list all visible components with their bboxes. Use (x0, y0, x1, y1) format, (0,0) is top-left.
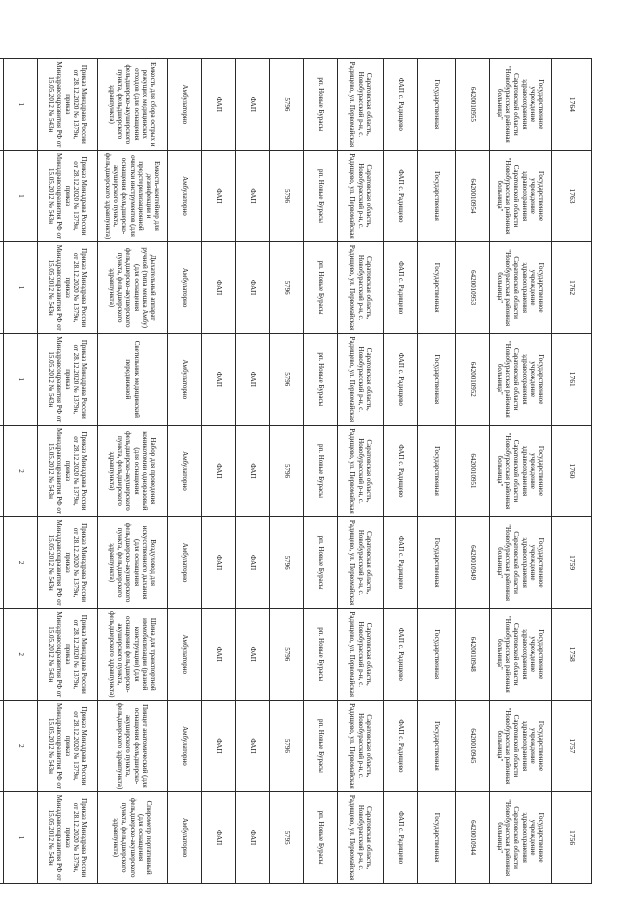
table-cell: Амбулаторно (168, 242, 202, 334)
column-number-cell: 1761 (552, 333, 592, 425)
column-number-cell: 1760 (552, 425, 592, 517)
table-cell: рп. Новые Бурасы (304, 792, 338, 884)
table-cell (0, 59, 4, 151)
table-cell: ФАП с. Радищево (384, 333, 418, 425)
table-cell: Амбулаторно (168, 150, 202, 242)
table-row (338, 59, 384, 884)
table-cell: Приказ Минздрава России от 28.12.2020 № 1379н, приказ Минздравсоцразвития РФ от 15.05.2012 № 543н (38, 242, 98, 334)
table-cell: рп. Новые Бурасы (304, 59, 338, 151)
table-cell: рп. Новые Бурасы (304, 608, 338, 700)
table-cell: Государственное учреждение здравоохранения Саратовской области "Новобурасская районная больница" (490, 59, 552, 151)
table-cell: рп. Новые Бурасы (304, 425, 338, 517)
table-cell: ФАП (202, 333, 236, 425)
table-cell: Государственное учреждение здравоохранения Саратовской области "Новобурасская районная больница" (490, 792, 552, 884)
equipment-registry-table (0, 58, 592, 884)
table-cell: ФАП (236, 425, 270, 517)
table-cell: ФАП (202, 425, 236, 517)
header-row (552, 59, 592, 884)
table-cell: Государственное учреждение здравоохранения Саратовской области "Новобурасская районная больница" (490, 150, 552, 242)
table-cell: ФАП (236, 517, 270, 609)
column-number-cell: 1757 (552, 700, 592, 792)
table-cell (0, 517, 4, 609)
table-row (168, 59, 202, 884)
table-cell: ФАП (202, 700, 236, 792)
table-cell: Пинцет анатомический (для оснащения фельдшерско-акушерского пункта, фельдшерского здравпункта) (98, 700, 168, 792)
table-cell: 5796 (270, 700, 304, 792)
table-row (202, 59, 236, 884)
table-cell: 6420010945 (456, 700, 490, 792)
table-cell: Саратовская область, Новобурасский р-н, с. Радищево, ул. Первомайская (338, 59, 384, 151)
table-cell: Саратовская область, Новобурасский р-н, с. Радищево, ул. Первомайская (338, 517, 384, 609)
table-cell: Государственная (418, 792, 456, 884)
table-cell: 2 (4, 425, 38, 517)
table-cell: ФАП с. Радищево (384, 59, 418, 151)
table-cell: ФАП (202, 792, 236, 884)
table-cell: 6420010944 (456, 792, 490, 884)
table-cell: 5796 (270, 517, 304, 609)
table-cell: ФАП с. Радищево (384, 517, 418, 609)
table-row (0, 59, 4, 884)
table-cell: ФАП (202, 59, 236, 151)
table-cell: Набор для проведения коникотомии одноразовый (для оснащения фельдшерско-акушерского пункта, фельдшерского здравпункта) (98, 425, 168, 517)
table-row (236, 59, 270, 884)
table-cell: 5796 (270, 608, 304, 700)
column-number-cell: 1759 (552, 517, 592, 609)
table-cell: 1 (4, 333, 38, 425)
table-cell: ФАП (202, 517, 236, 609)
table-cell: рп. Новые Бурасы (304, 150, 338, 242)
table-cell (0, 242, 4, 334)
table-cell: Шина для транспортной иммобилизации (разной конструкции) (для оснащения фельдшерско-акушерского пункта, фельдшерского здравпункта) (98, 608, 168, 700)
table-cell: ФАП с. Радищево (384, 425, 418, 517)
table-cell: Государственное учреждение здравоохранения Саратовской области "Новобурасская районная больница" (490, 242, 552, 334)
table-cell: 5796 (270, 59, 304, 151)
table-cell: 5796 (270, 333, 304, 425)
table-cell: Емкость для сбора острых и режущих медицинских отходов (для оснащения фельдшерско-акушерского пункта, фельдшерского здравпункта) (98, 59, 168, 151)
table-cell: Государственная (418, 517, 456, 609)
table-cell: Приказ Минздрава России от 28.12.2020 № 1379н, приказ Минздравсоцразвития РФ от 15.05.2012 № 543н (38, 150, 98, 242)
table-row (98, 59, 168, 884)
table-cell (0, 608, 4, 700)
table-row (4, 59, 38, 884)
table-cell: Воздуховод для искусственного дыхания (для оснащения фельдшерско-акушерского пункта, фельдшерского здравпункта) (98, 517, 168, 609)
table-cell: 5795 (270, 792, 304, 884)
table-row (384, 59, 418, 884)
table-cell: Государственная (418, 150, 456, 242)
rotated-table-wrapper (16, 58, 592, 884)
table-cell: Амбулаторно (168, 517, 202, 609)
table-cell: Светильник медицинский передвижной (98, 333, 168, 425)
table-cell: 5796 (270, 150, 304, 242)
table-cell: Амбулаторно (168, 59, 202, 151)
table-row (304, 59, 338, 884)
table-cell: Государственная (418, 59, 456, 151)
table-cell: ФАП с. Радищево (384, 608, 418, 700)
table-cell: Спирометр портативный (для оснащения фельдшерско-акушерского пункта, фельдшерского здравпункта) (98, 792, 168, 884)
table-cell: 6420010952 (456, 333, 490, 425)
table-cell: Приказ Минздрава России от 28.12.2020 № 1379н, приказ Минздравсоцразвития РФ от 15.05.2012 № 543н (38, 608, 98, 700)
table-cell: Саратовская область, Новобурасский р-н, с. Радищево, ул. Первомайская (338, 792, 384, 884)
table-cell: Приказ Минздрава России от 28.12.2020 № 1379н, приказ Минздравсоцразвития РФ от 15.05.2012 № 543н (38, 517, 98, 609)
table-cell (0, 333, 4, 425)
table-row (456, 59, 490, 884)
column-number-cell: 1756 (552, 792, 592, 884)
table-cell: Амбулаторно (168, 425, 202, 517)
table-cell: 2 (4, 517, 38, 609)
table-cell: 5796 (270, 242, 304, 334)
table-cell (0, 150, 4, 242)
table-cell: ФАП (236, 700, 270, 792)
table-cell: Государственная (418, 425, 456, 517)
column-number-cell: 1763 (552, 150, 592, 242)
table-cell: рп. Новые Бурасы (304, 517, 338, 609)
table-row (418, 59, 456, 884)
table-row (38, 59, 98, 884)
table-cell: Государственная (418, 333, 456, 425)
table-cell: Приказ Минздрава России от 28.12.2020 № 1379н, приказ Минздравсоцразвития РФ от 15.05.2012 № 543н (38, 700, 98, 792)
table-cell: 6420010951 (456, 425, 490, 517)
table-cell: Государственное учреждение здравоохранения Саратовской области "Новобурасская районная больница" (490, 425, 552, 517)
table-cell: 6420010948 (456, 608, 490, 700)
table-cell: Саратовская область, Новобурасский р-н, с. Радищево, ул. Первомайская (338, 700, 384, 792)
table-cell: Саратовская область, Новобурасский р-н, с. Радищево, ул. Первомайская (338, 333, 384, 425)
table-cell: Государственное учреждение здравоохранения Саратовской области "Новобурасская районная больница" (490, 333, 552, 425)
table-cell: Саратовская область, Новобурасский р-н, с. Радищево, ул. Первомайская (338, 425, 384, 517)
table-cell (0, 425, 4, 517)
table-cell: Дыхательный аппарат ручной (типа мешка Амбу) (для оснащения фельдшерско-акушерского пункта, фельдшерского здравпункта) (98, 242, 168, 334)
table-cell: Приказ Минздрава России от 28.12.2020 № 1379н, приказ Минздравсоцразвития РФ от 15.05.2012 № 543н (38, 333, 98, 425)
table-cell: Государственная (418, 242, 456, 334)
table-cell: ФАП с. Радищево (384, 150, 418, 242)
table-cell: Приказ Минздрава России от 28.12.2020 № 1379н, приказ Минздравсоцразвития РФ от 15.05.2012 № 543н (38, 792, 98, 884)
table-cell: рп. Новые Бурасы (304, 700, 338, 792)
table-cell: 6420010954 (456, 150, 490, 242)
table-cell: ФАП (236, 150, 270, 242)
table-cell: ФАП (236, 333, 270, 425)
table-cell: Амбулаторно (168, 333, 202, 425)
table-cell: ФАП с. Радищево (384, 242, 418, 334)
table-cell: ФАП (202, 608, 236, 700)
table-row (270, 59, 304, 884)
table-cell: Емкость-контейнер для дезинфекции и предстерилизационной очистки инструментов (для оснащения фельдшерско-акушерского пункта, фельдшерского здравпункта) (98, 150, 168, 242)
column-number-cell: 1762 (552, 242, 592, 334)
table-cell: ФАП (236, 608, 270, 700)
table-cell: Амбулаторно (168, 608, 202, 700)
table-cell: 5796 (270, 425, 304, 517)
table-cell: 2 (4, 700, 38, 792)
table-cell: 6420010949 (456, 517, 490, 609)
table-cell: Государственная (418, 608, 456, 700)
table-cell: ФАП с. Радищево (384, 792, 418, 884)
table-cell: Государственное учреждение здравоохранения Саратовской области "Новобурасская районная больница" (490, 608, 552, 700)
table-cell (0, 792, 4, 884)
table-cell: Государственная (418, 700, 456, 792)
table-cell: Государственное учреждение здравоохранения Саратовской области "Новобурасская районная больница" (490, 700, 552, 792)
table-cell: Саратовская область, Новобурасский р-н, с. Радищево, ул. Первомайская (338, 608, 384, 700)
table-row (490, 59, 552, 884)
table-cell: ФАП (236, 242, 270, 334)
table-cell: рп. Новые Бурасы (304, 242, 338, 334)
table-cell: ФАП (202, 242, 236, 334)
table-cell: 1 (4, 59, 38, 151)
table-cell: Саратовская область, Новобурасский р-н, с. Радищево, ул. Первомайская (338, 150, 384, 242)
table-cell: 1 (4, 792, 38, 884)
table-cell: Приказ Минздрава России от 28.12.2020 № 1379н, приказ Минздравсоцразвития РФ от 15.05.2012 № 543н (38, 59, 98, 151)
table-cell: Амбулаторно (168, 792, 202, 884)
table-cell: 1 (4, 242, 38, 334)
table-cell: ФАП с. Радищево (384, 700, 418, 792)
table-cell (0, 700, 4, 792)
column-number-cell: 1764 (552, 59, 592, 151)
table-cell: Государственное учреждение здравоохранения Саратовской области "Новобурасская районная больница" (490, 517, 552, 609)
table-cell: 6420010953 (456, 242, 490, 334)
table-cell: 6420010955 (456, 59, 490, 151)
table-cell: ФАП (202, 150, 236, 242)
table-cell: ФАП (236, 792, 270, 884)
table-cell: ФАП (236, 59, 270, 151)
table-cell: Саратовская область, Новобурасский р-н, с. Радищево, ул. Первомайская (338, 242, 384, 334)
table-cell: 2 (4, 608, 38, 700)
table-cell: Амбулаторно (168, 700, 202, 792)
table-cell: Приказ Минздрава России от 28.12.2020 № 1379н, приказ Минздравсоцразвития РФ от 15.05.2012 № 543н (38, 425, 98, 517)
column-number-cell: 1758 (552, 608, 592, 700)
table-cell: рп. Новые Бурасы (304, 333, 338, 425)
table-cell: 1 (4, 150, 38, 242)
